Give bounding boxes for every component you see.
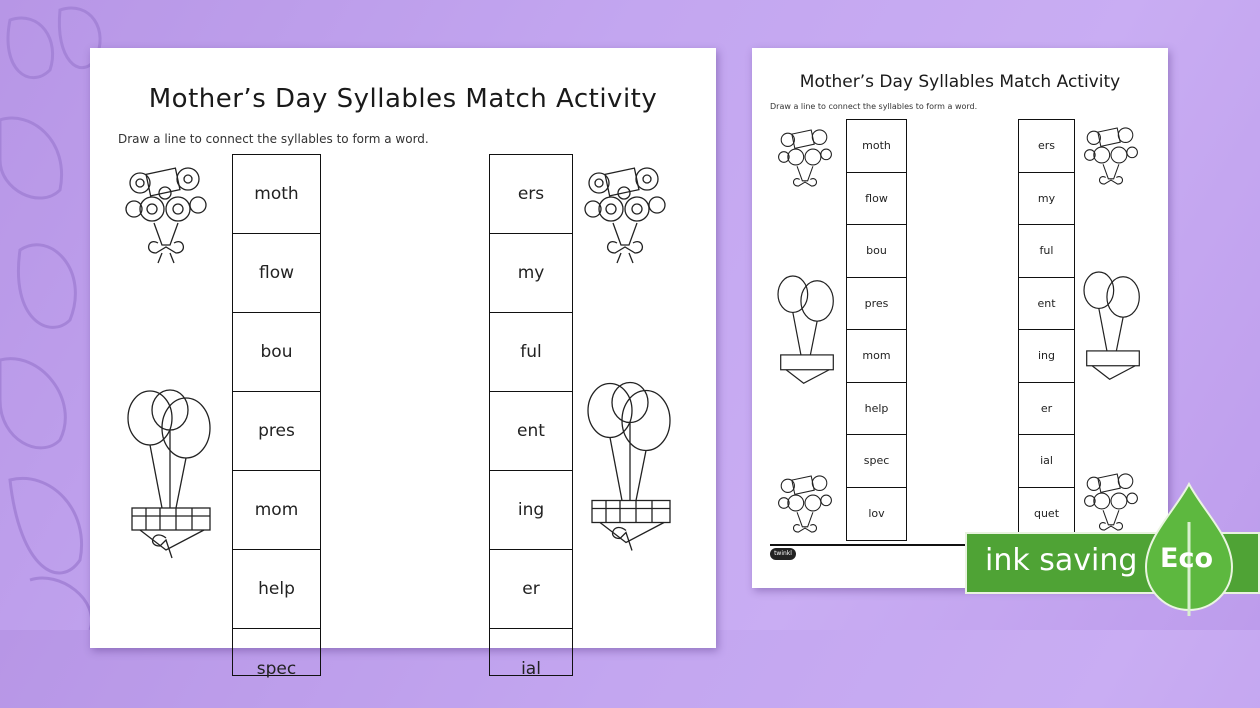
syllable-cell: er: [490, 550, 572, 629]
syllable-cell: ful: [1019, 225, 1074, 278]
syllable-cell: lov: [868, 507, 885, 521]
eco-label: Eco: [1160, 543, 1213, 574]
syllable-cell: ent: [490, 392, 572, 471]
syllable-cell: ers: [490, 155, 572, 234]
twinkl-logo: twinkl: [770, 548, 796, 560]
syllable-cell: ers: [1019, 120, 1074, 173]
syllable-cell: flow: [847, 173, 906, 226]
syllable-cell: help: [233, 550, 320, 629]
balloons-gift-icon: [586, 378, 676, 558]
syllable-cell: my: [490, 234, 572, 313]
syllable-cell: ent: [1019, 278, 1074, 331]
worksheet-page-large: [90, 48, 716, 679]
syllable-cell: bou: [847, 225, 906, 278]
left-syllable-column: [232, 154, 321, 679]
syllable-cell: my: [1019, 173, 1074, 226]
right-syllable-column: [1018, 119, 1075, 541]
syllable-cell: moth: [847, 120, 906, 173]
flower-bouquet-icon: [1076, 118, 1146, 192]
syllable-cell: bou: [233, 313, 320, 392]
syllable-cell: moth: [233, 155, 320, 234]
syllable-cell: er: [1019, 383, 1074, 436]
syllable-cell: quet: [1033, 507, 1060, 521]
ink-saving-label: ink saving: [985, 543, 1138, 578]
worksheet-page-small: [752, 48, 1168, 588]
flower-bouquet-icon: [770, 466, 840, 540]
balloons-gift-icon: [126, 388, 216, 563]
flower-bouquet-icon: [1076, 464, 1146, 538]
syllable-cell: pres: [233, 392, 320, 471]
right-syllable-column: [489, 154, 573, 679]
flower-bouquet-icon: [770, 120, 840, 194]
syllable-cell: flow: [233, 234, 320, 313]
syllable-cell: ful: [490, 313, 572, 392]
syllable-cell: ing: [490, 471, 572, 550]
syllable-cell: ial: [1019, 435, 1074, 488]
worksheet-title: Mother’s Day Syllables Match Activity: [148, 84, 658, 114]
flower-bouquet-icon: [577, 153, 673, 265]
syllable-cell: ial: [521, 658, 541, 679]
syllable-cell: spec: [847, 435, 906, 488]
syllable-cell: help: [847, 383, 906, 436]
syllable-cell: ing: [1019, 330, 1074, 383]
balloons-gift-icon: [1082, 270, 1144, 388]
syllable-cell: spec: [256, 658, 297, 679]
syllable-cell: mom: [847, 330, 906, 383]
flower-bouquet-icon: [118, 153, 214, 265]
balloons-gift-icon: [776, 274, 838, 392]
worksheet-instruction: Draw a line to connect the syllables to form a word.: [118, 132, 429, 146]
worksheet-title: Mother’s Day Syllables Match Activity: [799, 72, 1121, 92]
syllable-cell: mom: [233, 471, 320, 550]
left-syllable-column: [846, 119, 907, 541]
syllable-cell: pres: [847, 278, 906, 331]
worksheet-instruction: Draw a line to connect the syllables to form a word.: [770, 102, 978, 111]
